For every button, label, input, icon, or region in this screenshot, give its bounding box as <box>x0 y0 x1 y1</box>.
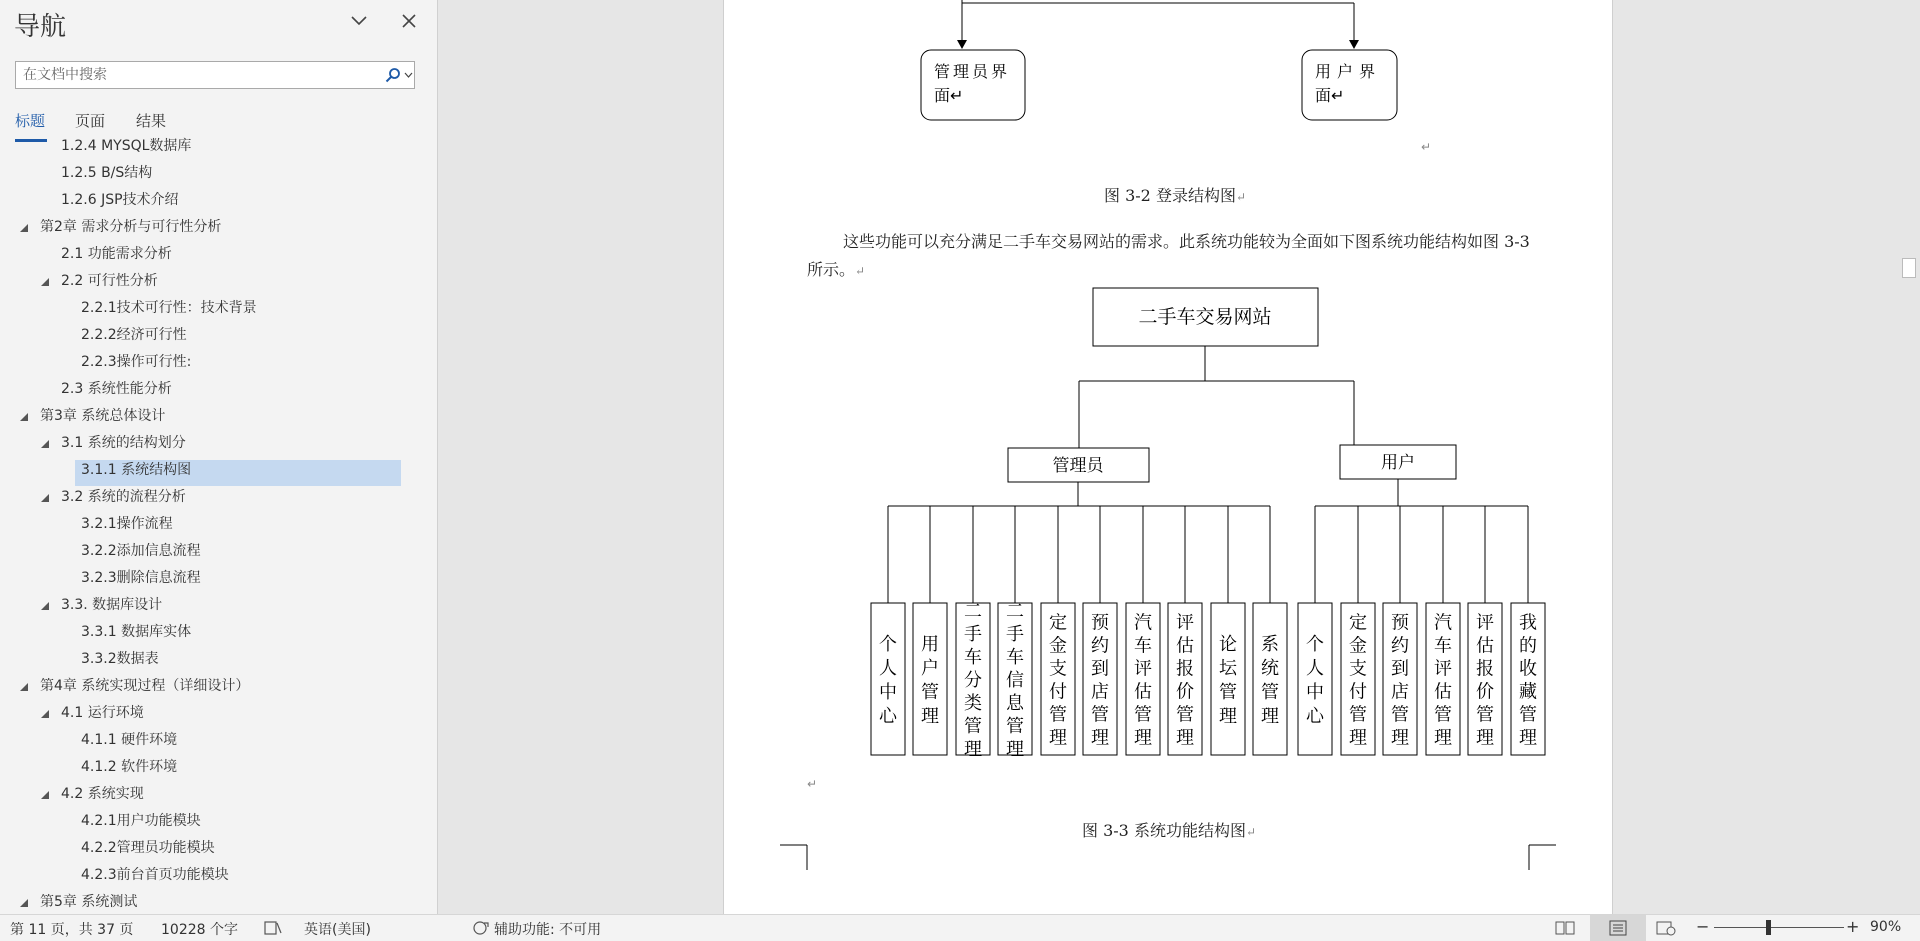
figure-caption-function <box>1082 818 1256 841</box>
outline-item-label: 第2章 需求分析与可行性分析 <box>40 219 222 235</box>
language-indicator[interactable]: 英语(美国) <box>304 922 371 938</box>
admin-leaf-char: 管 <box>1134 704 1152 726</box>
accessibility-icon[interactable] <box>472 920 492 936</box>
outline-item-label: 1.2.6 JSP技术介绍 <box>61 192 179 208</box>
user-leaf-char: 支 <box>1349 658 1367 680</box>
expand-triangle-icon[interactable] <box>20 224 28 232</box>
user-leaf-char: 心 <box>1306 706 1324 727</box>
zoom-slider-thumb[interactable] <box>1766 920 1771 935</box>
paragraph-mark: ↵ <box>807 777 818 791</box>
user-leaf-char: 收 <box>1519 658 1537 680</box>
search-box <box>15 61 415 89</box>
login-node-label: 用户界 <box>1315 62 1382 81</box>
login-node-label: 管理员界 <box>934 62 1011 81</box>
user-leaf-char: 评 <box>1434 658 1452 680</box>
admin-leaf-char: 约 <box>1091 635 1109 657</box>
admin-leaf-char: 类 <box>964 693 982 714</box>
admin-leaf-char: 信 <box>1006 670 1024 691</box>
outline-item-label: 4.2 系统实现 <box>61 786 144 802</box>
user-leaf-char: 藏 <box>1519 681 1537 703</box>
admin-leaf-char: 评 <box>1176 612 1194 634</box>
admin-leaf-char: 管 <box>1091 704 1109 726</box>
outline-item[interactable] <box>0 133 437 159</box>
admin-leaf-char: 到 <box>1091 658 1109 680</box>
user-leaf-char: 约 <box>1391 635 1409 657</box>
user-leaf-char: 管 <box>1519 704 1537 726</box>
outline-item-label: 1.2.5 B/S结构 <box>61 165 153 181</box>
outline-item[interactable] <box>0 241 437 267</box>
user-leaf-char: 理 <box>1349 727 1367 749</box>
print-layout-icon <box>1608 920 1628 936</box>
document-diagrams <box>724 0 1612 914</box>
admin-leaf-char: 预 <box>1091 612 1109 634</box>
admin-leaf-char: 用 <box>921 634 939 655</box>
admin-leaf-char: 管 <box>1261 682 1279 703</box>
close-icon[interactable] <box>398 10 420 32</box>
outline-item-label: 3.2 系统的流程分析 <box>61 489 186 505</box>
admin-leaf-char: 理 <box>964 739 982 760</box>
outline-item[interactable] <box>0 376 437 402</box>
admin-leaf-char: 分 <box>964 670 982 691</box>
user-leaf-char: 到 <box>1391 658 1409 680</box>
outline-item-label: 3.1.1 系统结构图 <box>81 462 192 478</box>
expand-triangle-icon[interactable] <box>20 683 28 691</box>
search-icon[interactable] <box>385 67 401 83</box>
outline-item-label: 2.2 可行性分析 <box>61 273 158 289</box>
outline-item-label: 3.3.1 数据库实体 <box>81 624 192 640</box>
user-leaf-char: 定 <box>1349 612 1367 634</box>
chevron-down-icon[interactable] <box>348 10 370 32</box>
admin-leaf-char: 价 <box>1176 681 1194 703</box>
user-leaf-char: 预 <box>1391 612 1409 634</box>
outline-item-label: 2.2.2经济可行性 <box>81 327 187 343</box>
outline-item-label: 4.1.1 硬件环境 <box>81 732 178 748</box>
user-leaf-char: 汽 <box>1434 612 1452 634</box>
outline-item-label: 第3章 系统总体设计 <box>40 408 166 424</box>
user-leaf-char: 管 <box>1476 704 1494 726</box>
admin-leaf-char: 理 <box>921 706 939 727</box>
admin-leaf-char: 管 <box>1176 704 1194 726</box>
tab-results[interactable]: 结果 <box>136 112 167 130</box>
outline-item[interactable] <box>0 160 437 186</box>
admin-leaf-char: 论 <box>1219 634 1237 655</box>
admin-leaf-char: 报 <box>1176 658 1194 680</box>
outline-item[interactable] <box>0 484 437 510</box>
user-leaf-char: 理 <box>1391 727 1409 749</box>
paragraph-mark: ↵ <box>1235 190 1247 204</box>
admin-leaf-char: 系 <box>1261 634 1279 655</box>
paragraph-mark: ↵ <box>1245 825 1257 839</box>
navigation-pane <box>0 0 438 914</box>
admin-leaf-char: 二 <box>1006 601 1024 622</box>
expand-triangle-icon[interactable] <box>20 899 28 907</box>
admin-leaf-char: 付 <box>1049 681 1067 703</box>
login-node-label: 面↵ <box>1315 86 1345 105</box>
admin-leaf-char: 定 <box>1049 612 1067 634</box>
paragraph-mark: ↵ <box>1421 140 1432 154</box>
user-leaf-char: 理 <box>1476 727 1494 749</box>
expand-triangle-icon[interactable] <box>41 440 49 448</box>
figure-caption-login <box>1104 183 1246 206</box>
admin-leaf-char: 手 <box>964 624 982 645</box>
outline-item[interactable] <box>0 835 437 861</box>
outline-item-label: 3.2.2添加信息流程 <box>81 543 201 559</box>
tab-pages[interactable]: 页面 <box>75 112 106 130</box>
user-leaf-char: 管 <box>1434 704 1452 726</box>
admin-leaf-char: 坛 <box>1219 658 1237 679</box>
outline-item[interactable] <box>0 754 437 780</box>
admin-leaf-char: 车 <box>1006 647 1024 668</box>
outline-item-label: 4.2.2管理员功能模块 <box>81 840 215 856</box>
user-leaf-char: 评 <box>1476 612 1494 634</box>
outline-item[interactable] <box>0 214 437 240</box>
outline-item[interactable] <box>0 457 437 483</box>
outline-item[interactable] <box>0 430 437 456</box>
admin-leaf-char: 支 <box>1049 658 1067 680</box>
admin-leaf-char: 二 <box>964 601 982 622</box>
admin-leaf-char: 管 <box>1219 682 1237 703</box>
user-node-label: 用户 <box>1381 453 1415 473</box>
print-layout-button[interactable] <box>1590 915 1646 941</box>
outline-item[interactable] <box>0 565 437 591</box>
outline-item[interactable] <box>0 349 437 375</box>
outline-item-label: 3.3.2数据表 <box>81 651 159 667</box>
zoom-in-button[interactable]: + <box>1846 917 1860 936</box>
outline-item-label: 4.2.3前台首页功能模块 <box>81 867 229 883</box>
outline-item[interactable] <box>0 511 437 537</box>
outline-item-label: 2.2.1技术可行性：技术背景 <box>81 300 257 316</box>
status-bar <box>0 914 1920 941</box>
login-node-label: 面↵ <box>934 86 964 105</box>
outline-item[interactable] <box>0 673 437 699</box>
user-leaf-char: 理 <box>1434 727 1452 749</box>
outline-item[interactable] <box>0 403 437 429</box>
outline-item-label: 1.2.4 MYSQL数据库 <box>61 138 192 154</box>
user-leaf-char: 人 <box>1306 658 1324 679</box>
user-leaf-char: 价 <box>1476 681 1494 703</box>
outline-item[interactable] <box>0 781 437 807</box>
heading-outline <box>0 138 437 910</box>
admin-leaf-box <box>1253 603 1287 755</box>
outline-item[interactable] <box>0 862 437 888</box>
admin-leaf-char: 中 <box>879 682 897 703</box>
admin-leaf-char: 统 <box>1261 658 1279 679</box>
admin-leaf-char: 户 <box>921 658 939 679</box>
admin-leaf-char: 店 <box>1091 681 1109 703</box>
admin-leaf-char: 管 <box>964 716 982 737</box>
caption-text: 图 3-3 系统功能结构图 <box>1082 821 1246 840</box>
outline-item[interactable] <box>0 268 437 294</box>
expand-triangle-icon[interactable] <box>41 710 49 718</box>
outline-item[interactable] <box>0 727 437 753</box>
admin-leaf-box <box>871 603 905 755</box>
outline-item[interactable] <box>0 808 437 834</box>
admin-leaf-char: 理 <box>1219 706 1237 727</box>
user-leaf-char: 我 <box>1519 612 1537 634</box>
outline-item-label: 2.2.3操作可行性: <box>81 354 192 370</box>
proofing-icon[interactable] <box>264 920 282 936</box>
user-leaf-char: 管 <box>1349 704 1367 726</box>
user-leaf-char: 估 <box>1476 635 1494 657</box>
expand-triangle-icon[interactable] <box>41 602 49 610</box>
admin-leaf-char: 理 <box>1006 739 1024 760</box>
user-leaf-char: 车 <box>1434 635 1452 657</box>
expand-triangle-icon[interactable] <box>41 791 49 799</box>
paragraph-mark: ↵ <box>855 264 866 278</box>
outline-item-label: 2.3 系统性能分析 <box>61 381 172 397</box>
user-leaf-char: 报 <box>1476 658 1494 680</box>
outline-item-label: 第5章 系统测试 <box>40 894 138 910</box>
outline-item[interactable] <box>0 592 437 618</box>
root-node-label: 二手车交易网站 <box>1138 306 1272 328</box>
tab-headings[interactable]: 标题 <box>15 112 46 130</box>
user-leaf-char: 理 <box>1519 727 1537 749</box>
outline-item[interactable] <box>0 295 437 321</box>
read-mode-icon[interactable] <box>1555 920 1575 936</box>
admin-leaf-char: 理 <box>1261 706 1279 727</box>
user-leaf-char: 金 <box>1349 635 1367 657</box>
admin-leaf-char: 手 <box>1006 624 1024 645</box>
admin-leaf-char: 息 <box>1006 693 1024 714</box>
user-leaf-char: 管 <box>1391 704 1409 726</box>
page-count[interactable]: 第 11 页，共 37 页 <box>10 922 134 938</box>
user-leaf-char: 店 <box>1391 681 1409 703</box>
outline-item[interactable] <box>0 646 437 672</box>
admin-leaf-char: 管 <box>1049 704 1067 726</box>
user-leaf-char: 个 <box>1306 634 1324 655</box>
admin-leaf-char: 心 <box>879 706 897 727</box>
arrow-head <box>957 40 967 49</box>
nav-title: 导航 <box>14 12 67 42</box>
document-page <box>723 0 1613 914</box>
admin-leaf-char: 估 <box>1134 681 1152 703</box>
outline-item-label: 2.1 功能需求分析 <box>61 246 172 262</box>
outline-item-label: 3.2.3删除信息流程 <box>81 570 201 586</box>
admin-leaf-box <box>913 603 947 755</box>
document-area <box>438 0 1900 914</box>
outline-item-label: 3.1 系统的结构划分 <box>61 435 186 451</box>
outline-item[interactable] <box>0 187 437 213</box>
expand-triangle-icon[interactable] <box>20 413 28 421</box>
user-leaf-box <box>1298 603 1332 755</box>
admin-leaf-char: 车 <box>964 647 982 668</box>
outline-item-label: 3.3. 数据库设计 <box>61 597 163 613</box>
vertical-scrollbar[interactable] <box>1900 0 1920 914</box>
admin-leaf-char: 车 <box>1134 635 1152 657</box>
admin-leaf-char: 金 <box>1049 635 1067 657</box>
admin-leaf-char: 评 <box>1134 658 1152 680</box>
outline-item[interactable] <box>0 322 437 348</box>
web-layout-icon[interactable] <box>1656 920 1676 936</box>
admin-leaf-char: 汽 <box>1134 612 1152 634</box>
admin-leaf-char: 理 <box>1091 727 1109 749</box>
expand-triangle-icon[interactable] <box>41 278 49 286</box>
caption-text: 图 3-2 登录结构图 <box>1104 186 1236 205</box>
admin-leaf-char: 人 <box>879 658 897 679</box>
outline-item-label: 4.1.2 软件环境 <box>81 759 178 775</box>
admin-leaf-box <box>1211 603 1245 755</box>
outline-item-label: 4.1 运行环境 <box>61 705 144 721</box>
admin-leaf-char: 理 <box>1134 727 1152 749</box>
admin-leaf-char: 管 <box>921 682 939 703</box>
word-count[interactable]: 10228 个字 <box>161 922 238 938</box>
paragraph-text: 这些功能可以充分满足二手车交易网站的需求。此系统功能较为全面如下图系统功能结构如图 3-3 所示。 <box>807 232 1530 279</box>
outline-item[interactable] <box>0 889 437 915</box>
user-leaf-char: 中 <box>1306 682 1324 703</box>
login-node-box <box>921 50 1025 120</box>
zoom-out-button[interactable]: − <box>1696 917 1710 936</box>
search-options-chevron-icon[interactable] <box>404 71 413 79</box>
outline-item[interactable] <box>0 538 437 564</box>
admin-node-label: 管理员 <box>1052 456 1104 476</box>
zoom-level[interactable]: 90% <box>1870 919 1902 935</box>
zoom-slider[interactable] <box>1714 927 1844 928</box>
body-paragraph[interactable] <box>807 228 1537 285</box>
admin-leaf-char: 个 <box>879 634 897 655</box>
admin-leaf-char: 估 <box>1176 635 1194 657</box>
admin-leaf-char: 理 <box>1049 727 1067 749</box>
accessibility-status[interactable]: 辅助功能: 不可用 <box>494 922 602 938</box>
user-leaf-char: 估 <box>1434 681 1452 703</box>
expand-triangle-icon[interactable] <box>41 494 49 502</box>
outline-item-label: 4.2.1用户功能模块 <box>81 813 201 829</box>
scrollbar-thumb[interactable] <box>1902 258 1916 278</box>
outline-item-label: 3.2.1操作流程 <box>81 516 173 532</box>
user-leaf-char: 付 <box>1349 681 1367 703</box>
admin-leaf-char: 理 <box>1176 727 1194 749</box>
outline-item[interactable] <box>0 700 437 726</box>
admin-leaf-char: 管 <box>1006 716 1024 737</box>
search-input[interactable] <box>16 62 383 88</box>
outline-item[interactable] <box>0 619 437 645</box>
outline-item-label: 第4章 系统实现过程（详细设计） <box>40 678 250 694</box>
arrow-head <box>1349 40 1359 49</box>
user-leaf-char: 的 <box>1519 635 1537 657</box>
login-node-box <box>1302 50 1397 120</box>
